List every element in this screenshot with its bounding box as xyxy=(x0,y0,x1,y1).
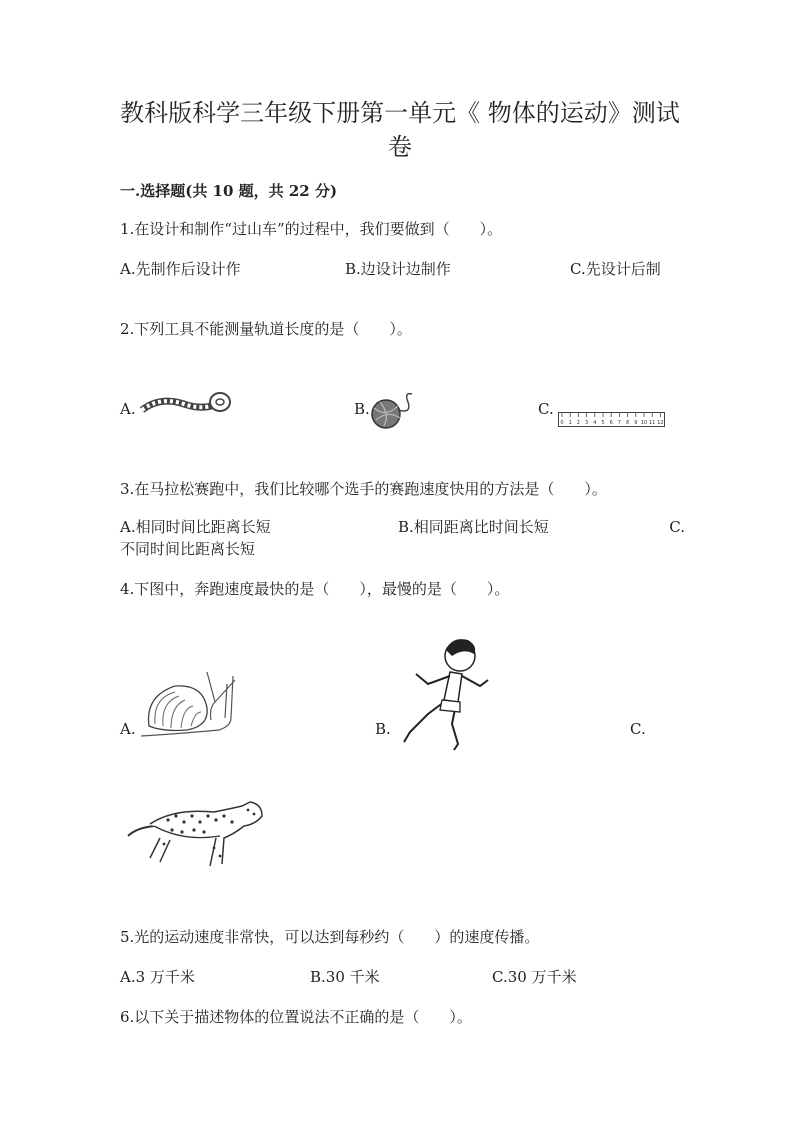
question-2: 2.下列工具不能测量轨道长度的是（ ）。 xyxy=(120,320,412,338)
ruler-tick-label: 12 xyxy=(657,420,664,426)
tape-measure-icon xyxy=(140,388,232,422)
q3-option-c xyxy=(120,516,685,558)
q2-option-a: A. xyxy=(120,400,136,418)
ruler-tick-label: 4 xyxy=(593,420,597,426)
question-3: 3.在马拉松赛跑中，我们比较哪个选手的赛跑速度快用的方法是（ ）。 xyxy=(120,480,607,498)
page-title: 教科版科学三年级下册第一单元《 物体的运动》测试卷 xyxy=(120,99,680,161)
ruler-icon xyxy=(558,412,666,428)
q1-option-c: C.先设计后制 xyxy=(570,260,661,278)
question-5: 5.光的运动速度非常快，可以达到每秒约（ ）的速度传播。 xyxy=(120,928,540,946)
q3-option-c-text: 不同时间比距离长短 xyxy=(120,540,256,558)
q5-option-a: A.3 万千米 xyxy=(120,968,195,986)
ruler-tick-label: 2 xyxy=(576,420,580,426)
ruler-tick-label: 9 xyxy=(634,420,638,426)
q4-option-a: A. xyxy=(120,720,136,738)
cheetah-icon xyxy=(124,788,270,872)
q1-option-a: A.先制作后设计作 xyxy=(120,260,241,278)
q4-option-c: C. xyxy=(630,720,646,738)
ruler-tick-label: 10 xyxy=(640,420,648,426)
q1-option-b: B.边设计边制作 xyxy=(345,260,451,278)
question-1: 1.在设计和制作“过山车”的过程中，我们要做到（ ）。 xyxy=(120,220,503,238)
q3-option-b: B.相同距离比时间长短 xyxy=(398,518,549,536)
ruler-tick-label: 3 xyxy=(585,420,589,426)
ruler-tick-label: 1 xyxy=(568,420,572,426)
ruler-tick-label: 0 xyxy=(560,420,564,426)
running-boy-icon xyxy=(398,634,494,756)
q4-option-b: B. xyxy=(375,720,391,738)
snail-icon xyxy=(135,668,241,742)
section-heading: 一.选择题(共 10 题，共 22 分) xyxy=(120,182,338,200)
question-6: 6.以下关于描述物体的位置说法不正确的是（ ）。 xyxy=(120,1008,472,1026)
question-4: 4.下图中，奔跑速度最快的是（ ），最慢的是（ ）。 xyxy=(120,580,510,598)
q2-option-b: B. xyxy=(354,400,370,418)
q3-option-c-letter: C. xyxy=(669,518,685,536)
ruler-tick-label: 7 xyxy=(617,420,621,426)
ruler-tick-label: 5 xyxy=(601,420,605,426)
q2-option-c: C. xyxy=(538,400,554,418)
yarn-ball-icon xyxy=(368,390,420,432)
q5-option-b: B.30 千米 xyxy=(310,968,380,986)
q5-option-c: C.30 万千米 xyxy=(492,968,577,986)
ruler-tick-label: 8 xyxy=(626,420,630,426)
ruler-tick-label: 6 xyxy=(609,420,613,426)
q3-option-a: A.相同时间比距离长短 xyxy=(120,518,271,536)
ruler-tick-label: 11 xyxy=(649,420,656,426)
